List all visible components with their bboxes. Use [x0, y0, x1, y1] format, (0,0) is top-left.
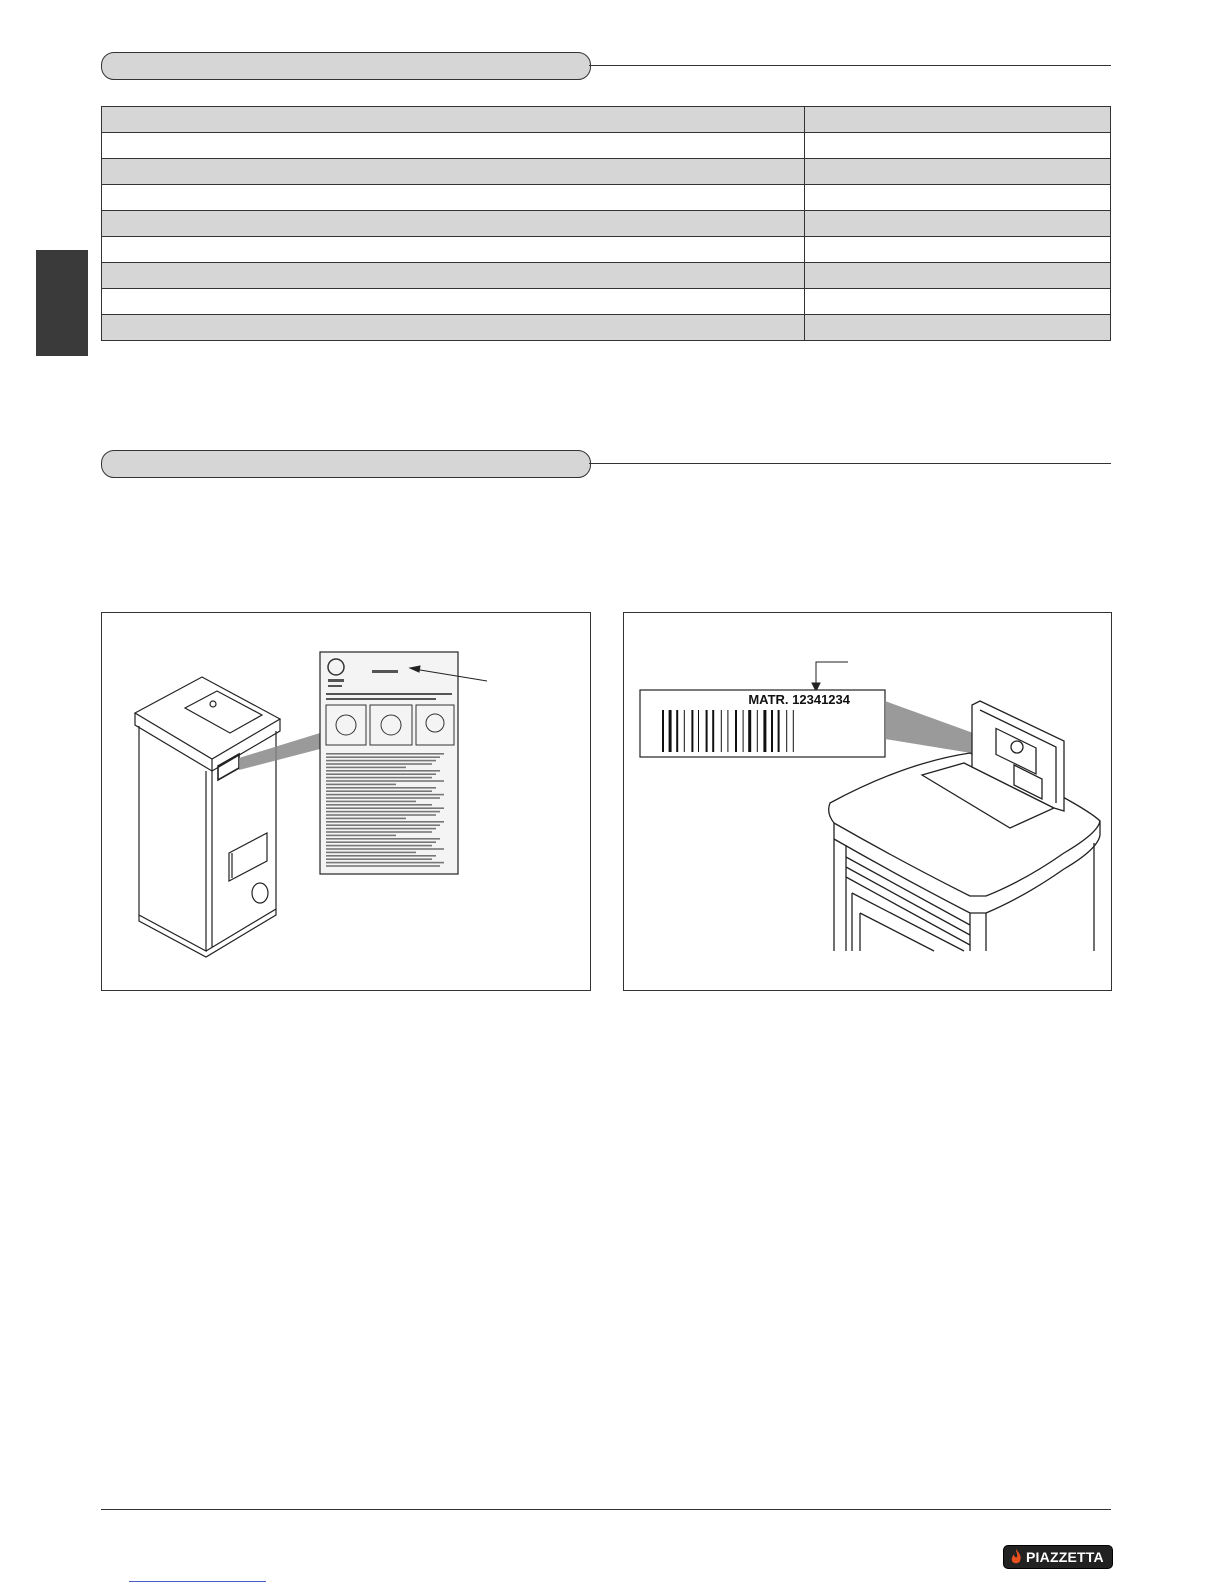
stove-data-plate-illustration — [102, 613, 590, 990]
table-row — [102, 185, 1111, 211]
section-header-2 — [101, 450, 1111, 478]
plate-text-line — [326, 763, 432, 765]
row-value — [805, 211, 1111, 237]
barcode-bar — [735, 710, 737, 752]
plate-text-line — [326, 777, 432, 779]
barcode-bar — [786, 710, 787, 752]
barcode-bar — [676, 710, 678, 752]
row-label — [102, 315, 805, 341]
table-row — [102, 315, 1111, 341]
plate-text-line — [326, 828, 436, 830]
plate-text-line — [326, 824, 440, 826]
barcode-bar — [763, 710, 766, 752]
plate-text-line — [326, 753, 444, 755]
section-title-pill — [101, 450, 591, 478]
section-header-1 — [101, 52, 1111, 80]
plate-text-line — [326, 773, 436, 775]
row-label — [102, 211, 805, 237]
row-label — [102, 237, 805, 263]
section-divider — [589, 463, 1111, 464]
plate-text-line — [326, 835, 396, 837]
row-label — [102, 159, 805, 185]
plate-text-line — [326, 831, 432, 833]
barcode-bar — [757, 710, 758, 752]
plate-text-line — [326, 858, 432, 860]
row-value — [805, 289, 1111, 315]
section-title-pill — [101, 52, 591, 80]
barcode-bar — [684, 710, 685, 752]
flame-icon — [1010, 1549, 1022, 1565]
plate-text-line — [326, 790, 432, 792]
barcode-bar — [771, 710, 773, 752]
table-row — [102, 133, 1111, 159]
footer-divider — [101, 1509, 1111, 1510]
barcode-bar — [706, 710, 708, 752]
figure-data-plate — [101, 612, 591, 991]
figure-serial-label — [623, 612, 1112, 991]
barcode-bar — [669, 710, 672, 752]
plate-text-line — [326, 780, 444, 782]
barcode-bar — [691, 710, 693, 752]
barcode-bar — [793, 710, 794, 752]
brand-name: PIAZZETTA — [1026, 1549, 1104, 1565]
barcode-bar — [721, 710, 722, 752]
barcode-bar — [662, 710, 664, 752]
plate-text-line — [326, 804, 432, 806]
row-label — [102, 263, 805, 289]
row-value — [805, 315, 1111, 341]
row-value — [805, 263, 1111, 289]
barcode-bar — [778, 710, 780, 752]
serial-number-text: MATR. 12341234 — [748, 692, 850, 707]
plate-text-line — [326, 807, 444, 809]
plate-text-line — [326, 794, 444, 796]
stove-serial-label-illustration — [624, 613, 1111, 990]
table-row — [102, 263, 1111, 289]
plate-text-line — [326, 818, 406, 820]
plate-text-line — [326, 784, 396, 786]
plate-text-line — [326, 797, 440, 799]
barcode-bar — [712, 710, 714, 752]
plate-text-line — [326, 821, 444, 823]
plate-text-line — [326, 814, 436, 816]
row-label — [102, 289, 805, 315]
plate-text-line — [326, 848, 444, 850]
row-label — [102, 133, 805, 159]
plate-text-line — [326, 865, 440, 867]
piazzetta-logo — [1003, 1545, 1113, 1569]
barcode-bar — [698, 710, 699, 752]
barcode-bar — [748, 710, 751, 752]
row-label — [102, 185, 805, 211]
plate-text-line — [326, 767, 406, 769]
plate-text-line — [326, 811, 440, 813]
plate-text-line — [326, 841, 436, 843]
plate-text-line — [326, 845, 432, 847]
table-row — [102, 289, 1111, 315]
row-value — [805, 185, 1111, 211]
side-tab — [36, 250, 88, 356]
table-row — [102, 159, 1111, 185]
plate-text-line — [326, 760, 436, 762]
plate-text-line — [326, 787, 436, 789]
bottom-link-underline[interactable] — [129, 1581, 266, 1582]
plate-text-line — [326, 852, 416, 854]
row-value — [805, 133, 1111, 159]
plate-text-line — [326, 756, 440, 758]
table-row — [102, 107, 1111, 133]
plate-text-line — [326, 862, 444, 864]
row-value — [805, 159, 1111, 185]
table-row — [102, 211, 1111, 237]
plate-text-line — [326, 838, 440, 840]
barcode-bar — [727, 710, 728, 752]
plate-text-line — [326, 770, 440, 772]
barcode-bar — [743, 710, 744, 752]
row-value — [805, 107, 1111, 133]
section-divider — [589, 65, 1111, 66]
table-row — [102, 237, 1111, 263]
plate-text-line — [326, 855, 436, 857]
spec-table — [101, 106, 1111, 341]
row-value — [805, 237, 1111, 263]
row-label — [102, 107, 805, 133]
plate-text-line — [326, 801, 416, 803]
